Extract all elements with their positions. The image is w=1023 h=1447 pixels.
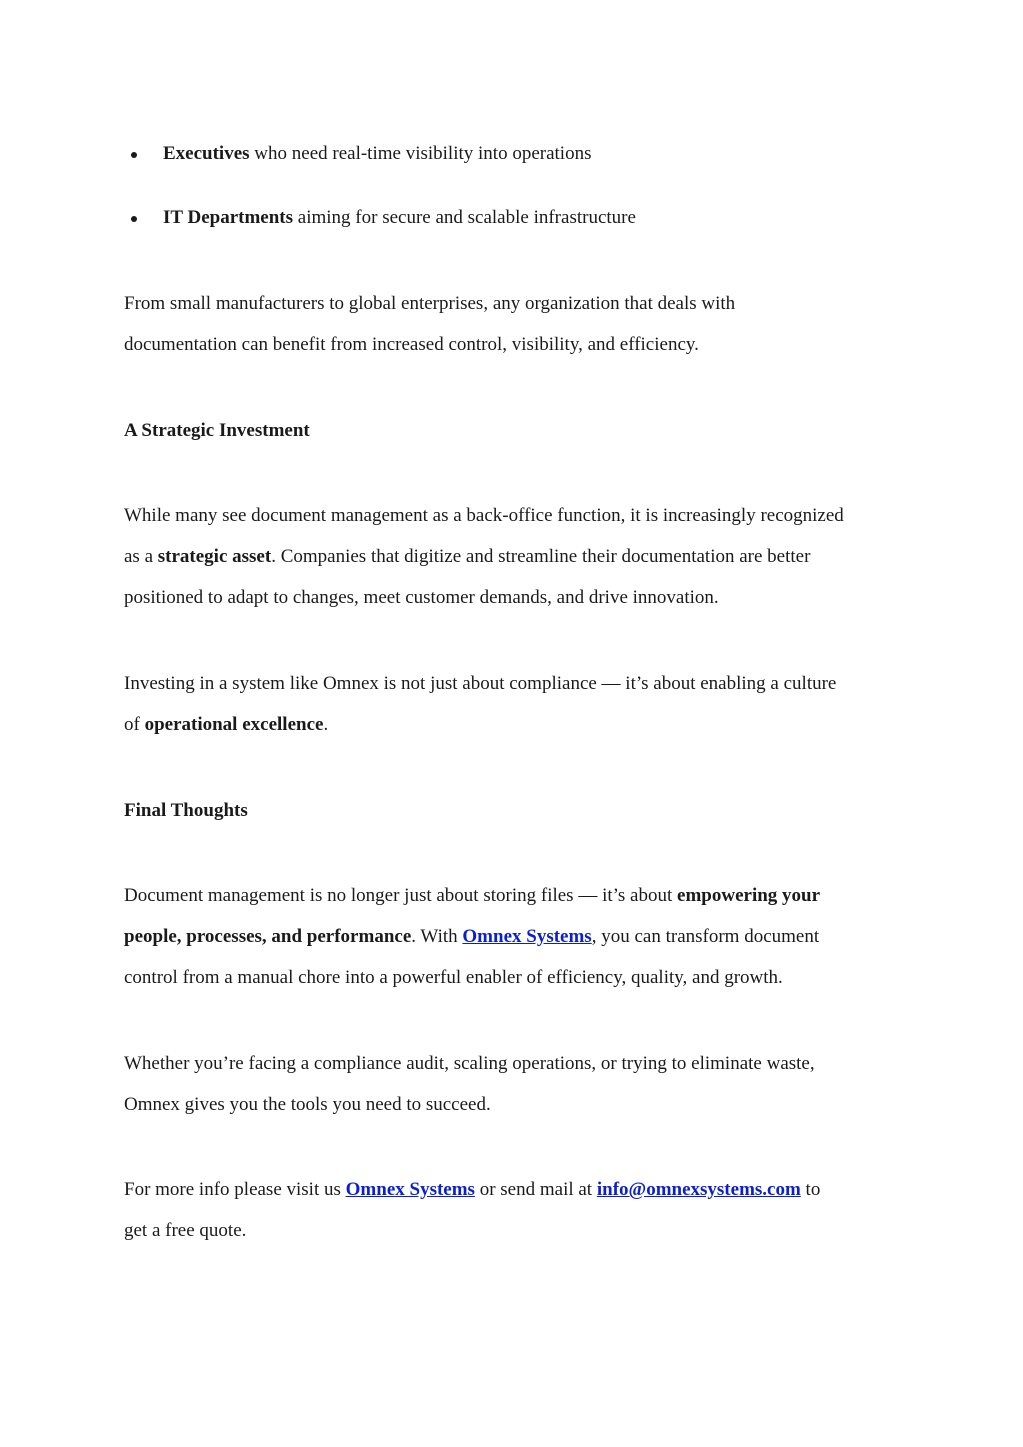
section-heading: Final Thoughts (124, 800, 248, 821)
text-run: to (800, 1179, 821, 1200)
bullet-bold: Executives (163, 143, 250, 164)
paragraph-line: get a free quote. (124, 1220, 247, 1241)
paragraph-line: positioned to adapt to changes, meet customer demands, and drive innovation. (124, 587, 719, 608)
paragraph-line (124, 1178, 820, 1202)
paragraph-line (124, 925, 819, 949)
paragraph-line (124, 545, 810, 569)
text-run: . (323, 714, 329, 735)
paragraph-line: From small manufacturers to global enterprises, any organization that deals with (124, 293, 736, 314)
paragraph-line (124, 713, 328, 737)
bold-text: strategic asset (157, 546, 272, 567)
paragraph-line (124, 884, 820, 908)
paragraph-line: documentation can benefit from increased control, visibility, and efficiency. (124, 334, 699, 355)
text-run: , you can transform document (591, 926, 820, 947)
omnex-systems-link[interactable]: Omnex Systems (462, 926, 592, 947)
bold-text: people, processes, and performance (124, 926, 412, 947)
paragraph-line: Omnex gives you the tools you need to succeed. (124, 1094, 491, 1115)
text-run: For more info please visit us (124, 1179, 346, 1200)
section-heading: A Strategic Investment (124, 420, 310, 441)
bullet-text: who need real-time visibility into operations (249, 143, 592, 164)
paragraph-line: control from a manual chore into a powerful enabler of efficiency, quality, and growth. (124, 967, 783, 988)
text-run: . Companies that digitize and streamline their documentation are better (271, 546, 811, 567)
text-run: as a (124, 546, 158, 567)
bold-text: operational excellence (144, 714, 324, 735)
email-link[interactable]: info@omnexsystems.com (596, 1179, 801, 1200)
paragraph-line: Whether you’re facing a compliance audit, scaling operations, or trying to eliminate waste, (124, 1053, 815, 1074)
text-run: or send mail at (474, 1179, 597, 1200)
omnex-systems-link[interactable]: Omnex Systems (345, 1179, 475, 1200)
text-run: Document management is no longer just about storing files — it’s about (124, 885, 678, 906)
bullet-bold: IT Departments (163, 207, 294, 228)
paragraph-line: While many see document management as a back-office function, it is increasingly recognized (124, 505, 844, 526)
bullet-icon (131, 216, 137, 222)
bullet-text: aiming for secure and scalable infrastructure (293, 207, 636, 228)
bold-text: empowering your (677, 885, 821, 906)
text-run: . With (411, 926, 463, 947)
paragraph-line: Investing in a system like Omnex is not just about compliance — it’s about enabling a culture (124, 673, 837, 694)
text-run: of (124, 714, 145, 735)
bullet-icon (131, 152, 137, 158)
